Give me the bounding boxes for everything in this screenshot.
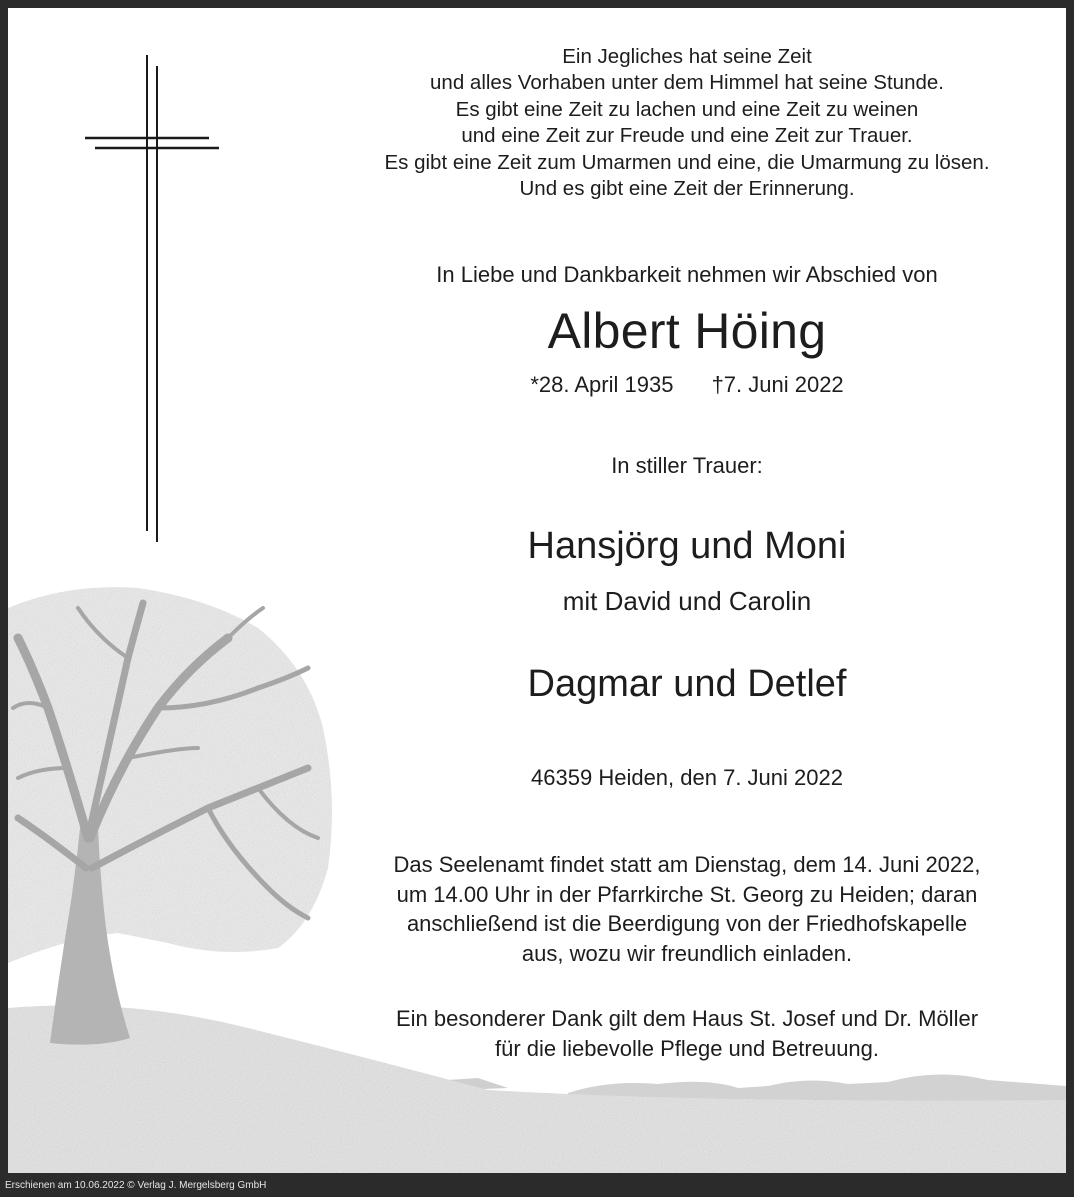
- mourner-subline: mit David und Carolin: [562, 586, 812, 616]
- cross-icon: [8, 8, 228, 553]
- thanks-note: [358, 1004, 1016, 1063]
- publication-footer: Erschienen am 10.06.2022 © Verlag J. Mergelsberg GmbH: [5, 1180, 267, 1191]
- intro-text: In Liebe und Dankbarkeit nehmen wir Abschied von: [436, 262, 938, 287]
- thanks-line: Ein besonderer Dank gilt dem Haus St. Josef und Dr. Möller: [395, 1006, 979, 1031]
- birth-date: *28. April 1935: [530, 372, 674, 397]
- death-date: †7. Juni 2022: [711, 372, 844, 397]
- service-line: aus, wozu wir freundlich einladen.: [521, 940, 853, 966]
- life-dates: [358, 370, 1016, 400]
- verse-line: Und es gibt eine Zeit der Erinnerung.: [519, 177, 855, 201]
- verse-line: und eine Zeit zur Freude und eine Zeit zur Trauer.: [461, 124, 913, 148]
- service-line: Das Seelenamt findet statt am Dienstag, dem 14. Juni 2022,: [393, 852, 981, 877]
- verse-line: Es gibt eine Zeit zum Umarmen und eine, die Umarmung zu lösen.: [384, 150, 990, 174]
- service-line: anschließend ist die Beerdigung von der Friedhofskapelle: [406, 911, 968, 937]
- mourner-name: Hansjörg und Moni: [527, 525, 847, 567]
- mourning-heading: In stiller Trauer:: [611, 453, 763, 478]
- service-info: [358, 850, 1016, 968]
- thanks-line: für die liebevolle Pflege und Betreuung.: [494, 1035, 880, 1061]
- mourner-name: Dagmar und Detlef: [527, 663, 847, 705]
- service-line: um 14.00 Uhr in der Pfarrkirche St. Georg zu Heiden; daran: [396, 881, 978, 907]
- obituary-card: [8, 8, 1066, 1173]
- place-and-date: 46359 Heiden, den 7. Juni 2022: [531, 765, 843, 790]
- verse: [358, 44, 1016, 202]
- verse-line: Ein Jegliches hat seine Zeit: [562, 45, 812, 68]
- verse-line: Es gibt eine Zeit zu lachen und eine Zeit zu weinen: [455, 97, 919, 121]
- verse-line: und alles Vorhaben unter dem Himmel hat seine Stunde.: [430, 71, 944, 95]
- deceased-name: Albert Höing: [547, 303, 827, 359]
